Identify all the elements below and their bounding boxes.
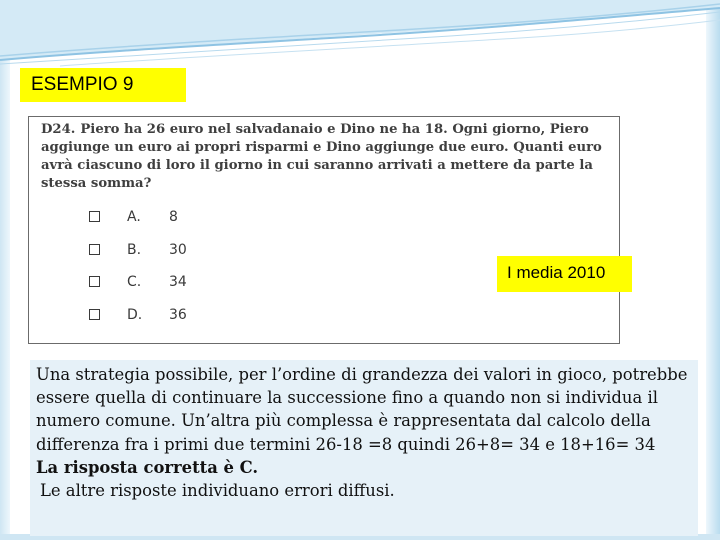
- errors-note-text: Le altre risposte individuano errori diffusi.: [40, 481, 395, 501]
- option-letter: C.: [127, 274, 142, 290]
- left-frame-border: [0, 0, 10, 540]
- explanation-box: [30, 360, 698, 536]
- option-value: 8: [169, 209, 178, 225]
- checkbox-icon[interactable]: [89, 309, 100, 320]
- question-number: D24.: [41, 122, 76, 137]
- option-value: 34: [169, 274, 187, 290]
- question-text: Piero ha 26 euro nel salvadanaio e Dino ne ha 18. Ogni giorno, Piero aggiunge un euro ai propri risparmi e Dino aggiunge due euro. Quanti euro avrà ciascuno di loro il giorno in cui saranno arrivati a mettere da parte la stessa somma?: [41, 122, 602, 191]
- correct-answer-text: La risposta corretta è C.: [36, 457, 259, 477]
- option-letter: A.: [127, 209, 141, 225]
- option-letter: B.: [127, 242, 142, 258]
- checkbox-icon[interactable]: [89, 276, 100, 287]
- question-image-panel: [28, 116, 620, 344]
- checkbox-icon[interactable]: [89, 211, 100, 222]
- level-badge: I media 2010: [497, 256, 632, 292]
- explanation-text: Una strategia possibile, per l’ordine di grandezza dei valori in gioco, potrebbe essere quella di continuare la successione fino a quando non si individua il numero comune. Un’altra più complessa è rappresentata dal calcolo della differenza fra i primi due termini 26-18 =8 quindi 26+8= 34 e 18+16= 34: [36, 365, 688, 454]
- question-text-block: [41, 121, 613, 193]
- right-frame-border: [706, 0, 720, 540]
- checkbox-icon[interactable]: [89, 244, 100, 255]
- option-value: 36: [169, 307, 187, 323]
- option-value: 30: [169, 242, 187, 258]
- example-title: ESEMPIO 9: [20, 68, 186, 102]
- option-letter: D.: [127, 307, 143, 323]
